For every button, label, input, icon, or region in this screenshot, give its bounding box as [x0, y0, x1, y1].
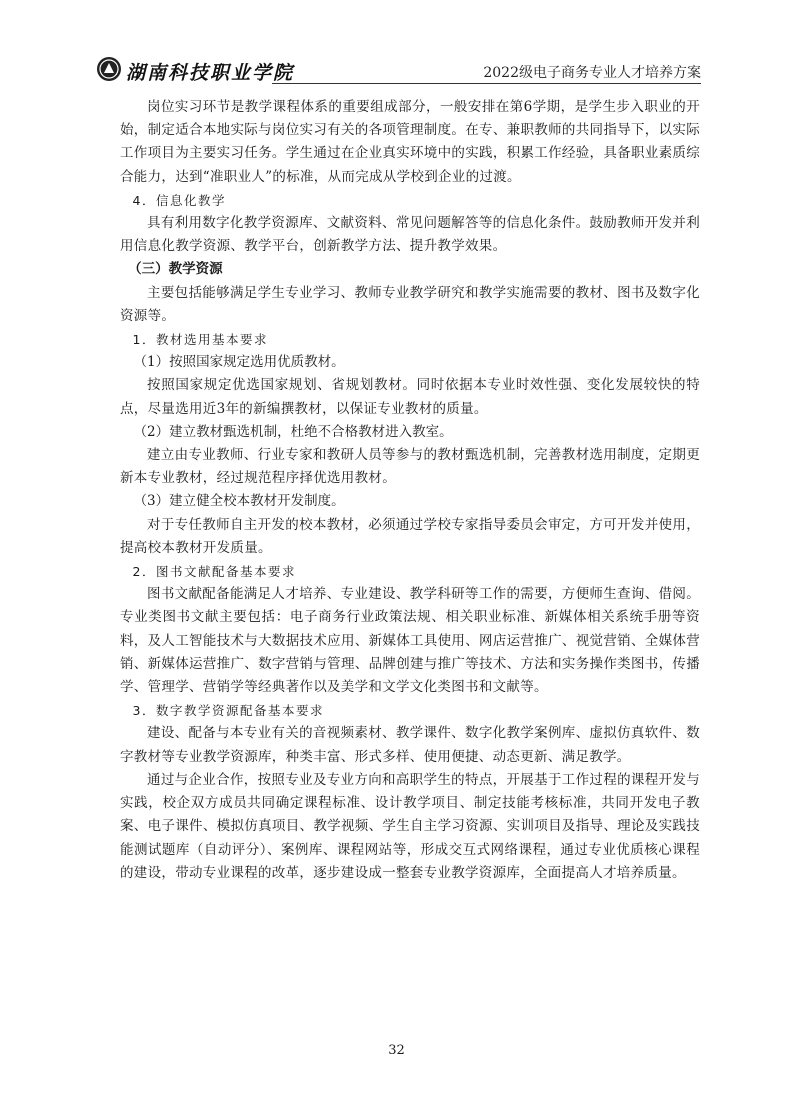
paragraph-internship: 岗位实习环节是教学课程体系的重要组成部分，一般安排在第6学期，是学生步入职业的开始，制定适合本地实际与岗位实习有关的各项管理制度。在专、兼职教师的共同指导下，以实际工作项目为主要实习任务。学生通过在企业真实环境中的实践，积累工作经验，具备职业素质综合能力，达到“准职业人”的标准，从而完成从学校到企业的过渡。	[120, 99, 700, 185]
paragraph-digital-1: 建设、配备与本专业有关的音视频素材、教学课件、数字化教学案例库、虚拟仿真软件、数字教材等专业教学资源库，种类丰富、形式多样、使用便捷、动态更新、满足教学。	[120, 725, 700, 765]
paragraph-resources: 主要包括能够满足学生专业学习、教师专业教学研究和教学实施需要的教材、图书及数字化资源等。	[120, 284, 700, 324]
document-title: 2022级电子商务专业人才培养方案	[483, 65, 701, 81]
school-logo-text: 湖南科技职业学院	[126, 62, 295, 84]
paragraph-subitem-2: 建立由专业教师、行业专家和教研人员等参与的教材甄选机制，完善教材选用制度，定期更新本专业教材，经过规范程序择优选用教材。	[120, 447, 700, 487]
heading-textbook: 1．教材选用基本要求	[132, 332, 268, 348]
subitem-1: （1）按照国家规定选用优质教材。	[133, 354, 345, 371]
header-rule	[272, 83, 701, 84]
heading-digital: 3．数字教学资源配备基本要求	[132, 703, 324, 719]
page-content	[120, 96, 700, 885]
section-heading-resources: （三）教学资源	[128, 261, 223, 278]
subitem-2: （2）建立教材甄选机制，杜绝不合格教材进入教室。	[133, 423, 453, 440]
subitem-3: （3）建立健全校本教材开发制度。	[133, 493, 345, 510]
page-number: 32	[388, 1043, 405, 1058]
paragraph-digital-2: 通过与企业合作，按照专业及专业方向和高职学生的特点，开展基于工作过程的课程开发与实践，校企双方成员共同确定课程标准、设计教学项目、制定技能考核标准，共同开发电子教案、电子课件、模拟仿真项目、教学视频、学生自主学习资源、实训项目及指导、理论及实践技能测试题库（自动评分）、案例库、课程网站等，形成交互式网络课程，通过专业优质核心课程的建设，带动专业课程的改革，逐步建设成一整套专业教学资源库，全面提高人才培养质量。	[120, 771, 700, 881]
paragraph-subitem-3: 对于专任教师自主开发的校本教材，必须通过学校专家指导委员会审定，方可开发并使用，提高校本教材开发质量。	[120, 516, 700, 556]
paragraph-info-teaching: 具有利用数字化教学资源库、文献资料、常见问题解答等的信息化条件。鼓励教师开发并利用信息化教学资源、教学平台，创新教学方法、提升教学效果。	[120, 215, 700, 255]
paragraph-books: 图书文献配备能满足人才培养、专业建设、教学科研等工作的需要，方便师生查询、借阅。专业类图书文献主要包括：电子商务行业政策法规、相关职业标准、新媒体相关系统手册等资料，及人工智能技术与大数据技术应用、新媒体工具使用、网店运营推广、视觉营销、全媒体营销、新媒体运营推广、数字营销与管理、品牌创建与推广等技术、方法和实务操作类图书，传播学、管理学、营销学等经典著作以及美学和文学文化类图书和文献等。	[120, 586, 700, 696]
page-header	[96, 56, 701, 86]
heading-books: 2．图书文献配备基本要求	[132, 564, 296, 580]
paragraph-subitem-1: 按照国家规定优选国家规划、省规划教材。同时依据本专业时效性强、变化发展较快的特点，尽量选用近3年的新编撰教材，以保证专业教材的质量。	[120, 377, 700, 417]
heading-info-teaching: 4．信息化教学	[132, 192, 226, 208]
school-seal-icon	[96, 56, 122, 82]
